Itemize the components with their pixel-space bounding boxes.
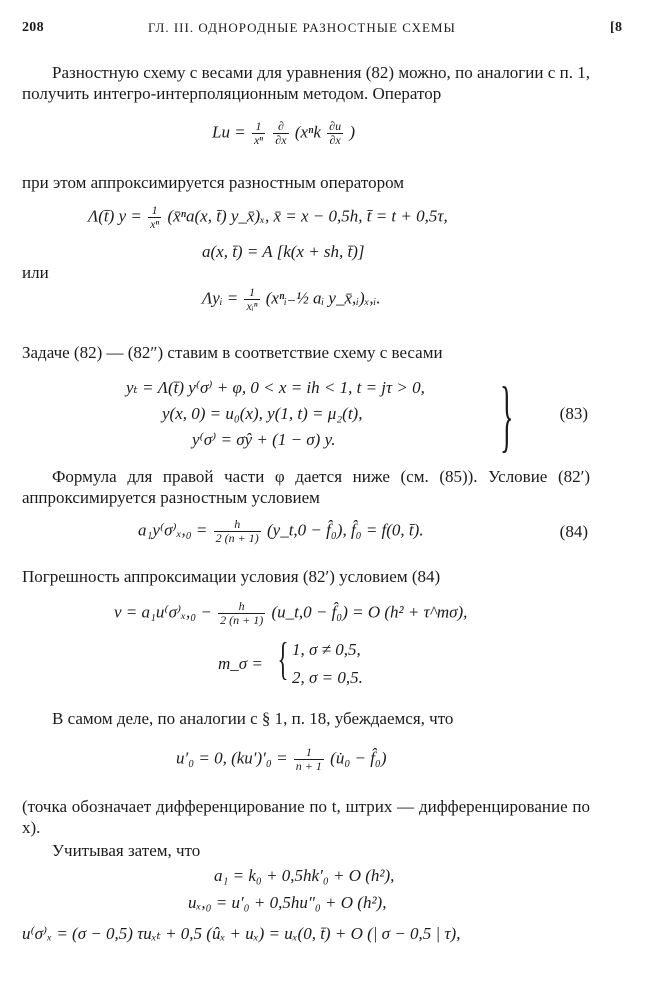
scheme-line-3: y⁽σ⁾ = σŷ + (1 − σ) y. [192,430,336,449]
equation-ux0-expansion: uₓ,₀ = u′₀ + 0,5hu″₀ + O (h²), [188,893,387,912]
paragraph-1: Разностную схему с весами для уравнения (82) можно, по аналогии с п. 1, получить интегро-интерполяционным методом. Оператор [22,63,590,103]
left-brace: { [277,633,289,684]
page-number: 208 [22,20,44,35]
paragraph-9: Учитывая затем, что [52,841,201,860]
paragraph-6: Погрешность аппроксимации условия (82′) условием (84) [22,567,441,586]
running-header: ГЛ. III. ОДНОРОДНЫЕ РАЗНОСТНЫЕ СХЕМЫ [148,20,456,35]
right-brace: } [500,372,514,460]
equation-boundary-condition: a₁y⁽σ⁾ₓ,₀ = $\frac{h}{2 (n + 1)}$ (y_t,0 − f̂₀), f̂₀ = f(0, t̄). [138,517,424,545]
paragraph-4: Задаче (82) — (82″) ставим в соответствие схему с весами [22,343,443,362]
equation-operator-index: Λyᵢ = $\frac{1}{\text{xᵢⁿ}}$ (xⁿᵢ₋½ aᵢ y_x̄,ᵢ)ₓ,ᵢ. [202,285,381,313]
equation-approximation-error: ν = a₁u⁽σ⁾ₓ,₀ − $\frac{h}{2 (n + 1)}$ (u_t,0 − f̂₀) = O (h² + τ^mσ), [114,599,468,627]
equation-ux-sigma-expansion: u⁽σ⁾ₓ = (σ − 0,5) τuₓₜ + 0,5 (ûₓ + uₓ) = uₓ(0, t̄) + O (| σ − 0,5 | τ), [22,924,461,943]
equation-number-84: (84) [559,522,588,541]
equation-difference-operator: Λ(t̄) y = $\frac{1}{\text{xⁿ}}$ (x̄ⁿa(x, t̄) y_x̄)ₓ, x̄ = x − 0,5h, t̄ = t + 0,5τ, [88,203,448,231]
m-sigma-case-2: 2, σ = 0,5. [292,668,363,687]
paragraph-5: Формула для правой части φ дается ниже (см. (85)). Условие (82′) аппроксимируется разностным условием [22,467,590,507]
equation-m-sigma-label: m_σ = [218,654,263,673]
equation-operator-L: Lu = $\frac{1}{\text{xⁿ}}$ $\frac{\partial}{\partial x}$ (xⁿk $\frac{\partial u}{\partial x}$ ) [212,119,356,147]
scheme-line-2: y(x, 0) = u₀(x), y(1, t) = μ₂(t), [162,404,363,423]
paragraph-3: или [22,263,49,282]
equation-number-83: (83) [559,404,588,423]
section-number: [8 [610,20,623,35]
equation-coefficient-a: a(x, t̄) = A [k(x + sh, t̄)] [202,242,365,261]
paragraph-7: В самом деле, по аналогии с § 1, п. 18, убеждаемся, что [52,709,454,728]
scheme-line-1: yₜ = Λ(t̄) y⁽σ⁾ + φ, 0 < x = ih < 1, t = jτ > 0, [126,378,425,397]
paragraph-8: (точка обозначает дифференцирование по t, штрих — дифференцирование по x). [22,797,590,837]
equation-a1-expansion: a₁ = k₀ + 0,5hk′₀ + O (h²), [214,866,395,885]
m-sigma-case-1: 1, σ ≠ 0,5, [292,640,361,659]
paragraph-2: при этом аппроксимируется разностным оператором [22,173,405,192]
equation-derivatives: u′₀ = 0, (ku′)′₀ = $\frac{1}{n + 1}$ (u̇₀ − f̂₀) [176,745,387,773]
